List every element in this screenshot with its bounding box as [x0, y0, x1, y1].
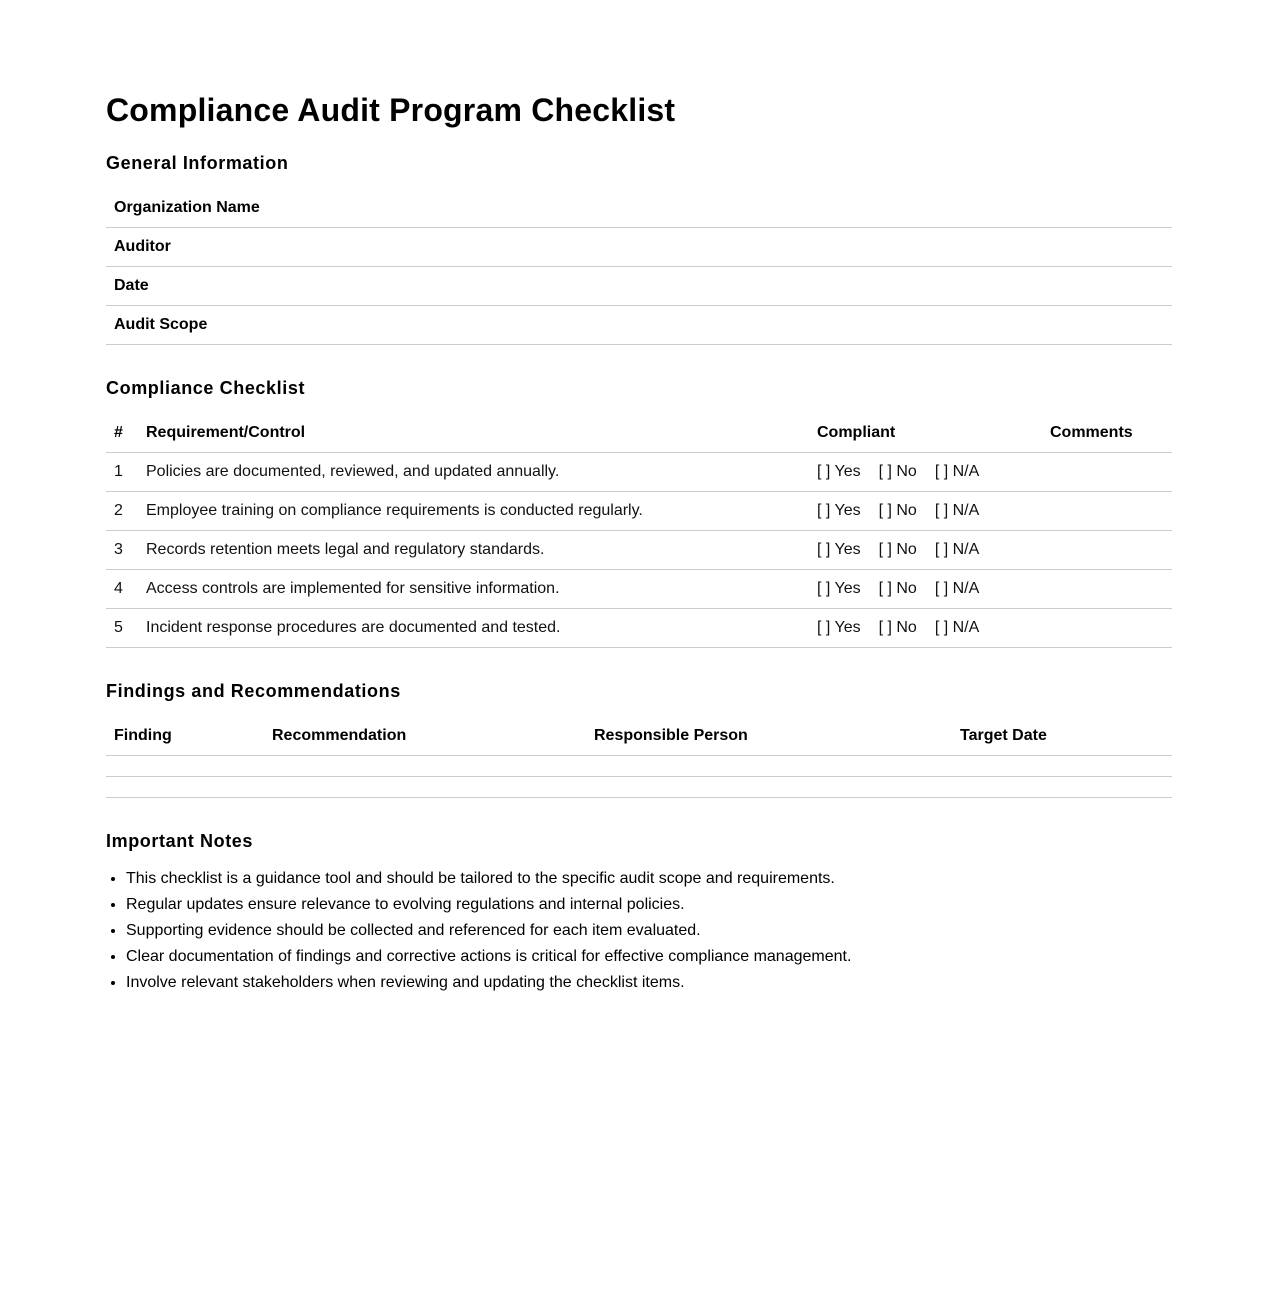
info-row-organization-name — [106, 189, 1172, 228]
notes-list — [106, 866, 1172, 996]
info-label: Auditor — [106, 228, 1076, 267]
option-yes[interactable]: [ ] Yes — [817, 619, 861, 636]
compliant-options — [809, 453, 1042, 492]
row-number: 2 — [106, 492, 138, 531]
findings-heading: Findings and Recommendations — [106, 681, 401, 701]
option-na[interactable]: [ ] N/A — [934, 580, 980, 597]
info-label: Organization Name — [106, 189, 1076, 228]
target-date-cell[interactable] — [952, 777, 1172, 798]
column-header-target-date: Target Date — [952, 717, 1172, 756]
finding-cell[interactable] — [106, 756, 264, 777]
column-header-requirement: Requirement/Control — [138, 414, 809, 453]
option-yes[interactable]: [ ] Yes — [817, 580, 861, 597]
column-header-number: # — [106, 414, 138, 453]
compliant-options — [809, 570, 1042, 609]
compliance-checklist-section — [106, 377, 1172, 648]
table-row — [106, 609, 1172, 648]
comments-cell[interactable] — [1042, 492, 1172, 531]
info-value[interactable] — [1076, 228, 1172, 267]
compliance-checklist-heading: Compliance Checklist — [106, 378, 306, 398]
info-row-auditor — [106, 228, 1172, 267]
option-yes[interactable]: [ ] Yes — [817, 502, 861, 519]
general-information-table — [106, 189, 1172, 345]
target-date-cell[interactable] — [952, 756, 1172, 777]
list-item: • Supporting evidence should be collected and referenced for each item evaluated. — [126, 918, 1172, 944]
findings-section — [106, 680, 1172, 798]
comments-cell[interactable] — [1042, 570, 1172, 609]
column-header-recommendation: Recommendation — [264, 717, 586, 756]
list-item: • Regular updates ensure relevance to evolving regulations and internal policies. — [126, 892, 1172, 918]
column-header-responsible-person: Responsible Person — [586, 717, 952, 756]
option-na[interactable]: [ ] N/A — [934, 463, 980, 480]
option-no[interactable]: [ ] No — [878, 463, 917, 480]
recommendation-cell[interactable] — [264, 756, 586, 777]
important-notes-section — [106, 830, 1172, 996]
column-header-comments: Comments — [1042, 414, 1172, 453]
list-item: • This checklist is a guidance tool and should be tailored to the specific audit scope and requirements. — [126, 866, 1172, 892]
list-item: • Clear documentation of findings and corrective actions is critical for effective compliance management. — [126, 944, 1172, 970]
compliant-options — [809, 492, 1042, 531]
requirement-text: Records retention meets legal and regulatory standards. — [138, 531, 809, 570]
page-title: Compliance Audit Program Checklist — [106, 92, 676, 128]
compliance-checklist-table — [106, 414, 1172, 648]
row-number: 5 — [106, 609, 138, 648]
row-number: 3 — [106, 531, 138, 570]
option-no[interactable]: [ ] No — [878, 580, 917, 597]
requirement-text: Policies are documented, reviewed, and updated annually. — [138, 453, 809, 492]
option-na[interactable]: [ ] N/A — [934, 619, 980, 636]
finding-cell[interactable] — [106, 777, 264, 798]
table-row — [106, 777, 1172, 798]
compliant-options — [809, 531, 1042, 570]
compliant-options — [809, 609, 1042, 648]
column-header-compliant: Compliant — [809, 414, 1042, 453]
info-value[interactable] — [1076, 189, 1172, 228]
info-value[interactable] — [1076, 306, 1172, 345]
table-row — [106, 492, 1172, 531]
findings-table — [106, 717, 1172, 798]
row-number: 4 — [106, 570, 138, 609]
table-header-row — [106, 414, 1172, 453]
option-na[interactable]: [ ] N/A — [934, 502, 980, 519]
info-label: Audit Scope — [106, 306, 1076, 345]
option-na[interactable]: [ ] N/A — [934, 541, 980, 558]
requirement-text: Access controls are implemented for sensitive information. — [138, 570, 809, 609]
table-row — [106, 570, 1172, 609]
table-row — [106, 531, 1172, 570]
option-no[interactable]: [ ] No — [878, 502, 917, 519]
option-yes[interactable]: [ ] Yes — [817, 463, 861, 480]
option-no[interactable]: [ ] No — [878, 619, 917, 636]
general-information-heading: General Information — [106, 153, 289, 173]
comments-cell[interactable] — [1042, 531, 1172, 570]
list-item: • Involve relevant stakeholders when reviewing and updating the checklist items. — [126, 970, 1172, 996]
table-row — [106, 453, 1172, 492]
responsible-person-cell[interactable] — [586, 777, 952, 798]
info-label: Date — [106, 267, 1076, 306]
row-number: 1 — [106, 453, 138, 492]
option-no[interactable]: [ ] No — [878, 541, 917, 558]
general-information-section — [106, 152, 1172, 345]
info-row-date — [106, 267, 1172, 306]
comments-cell[interactable] — [1042, 453, 1172, 492]
requirement-text: Employee training on compliance requirements is conducted regularly. — [138, 492, 809, 531]
requirement-text: Incident response procedures are documented and tested. — [138, 609, 809, 648]
comments-cell[interactable] — [1042, 609, 1172, 648]
info-value[interactable] — [1076, 267, 1172, 306]
table-header-row — [106, 717, 1172, 756]
recommendation-cell[interactable] — [264, 777, 586, 798]
important-notes-heading: Important Notes — [106, 831, 254, 851]
option-yes[interactable]: [ ] Yes — [817, 541, 861, 558]
responsible-person-cell[interactable] — [586, 756, 952, 777]
info-row-audit-scope — [106, 306, 1172, 345]
table-row — [106, 756, 1172, 777]
column-header-finding: Finding — [106, 717, 264, 756]
